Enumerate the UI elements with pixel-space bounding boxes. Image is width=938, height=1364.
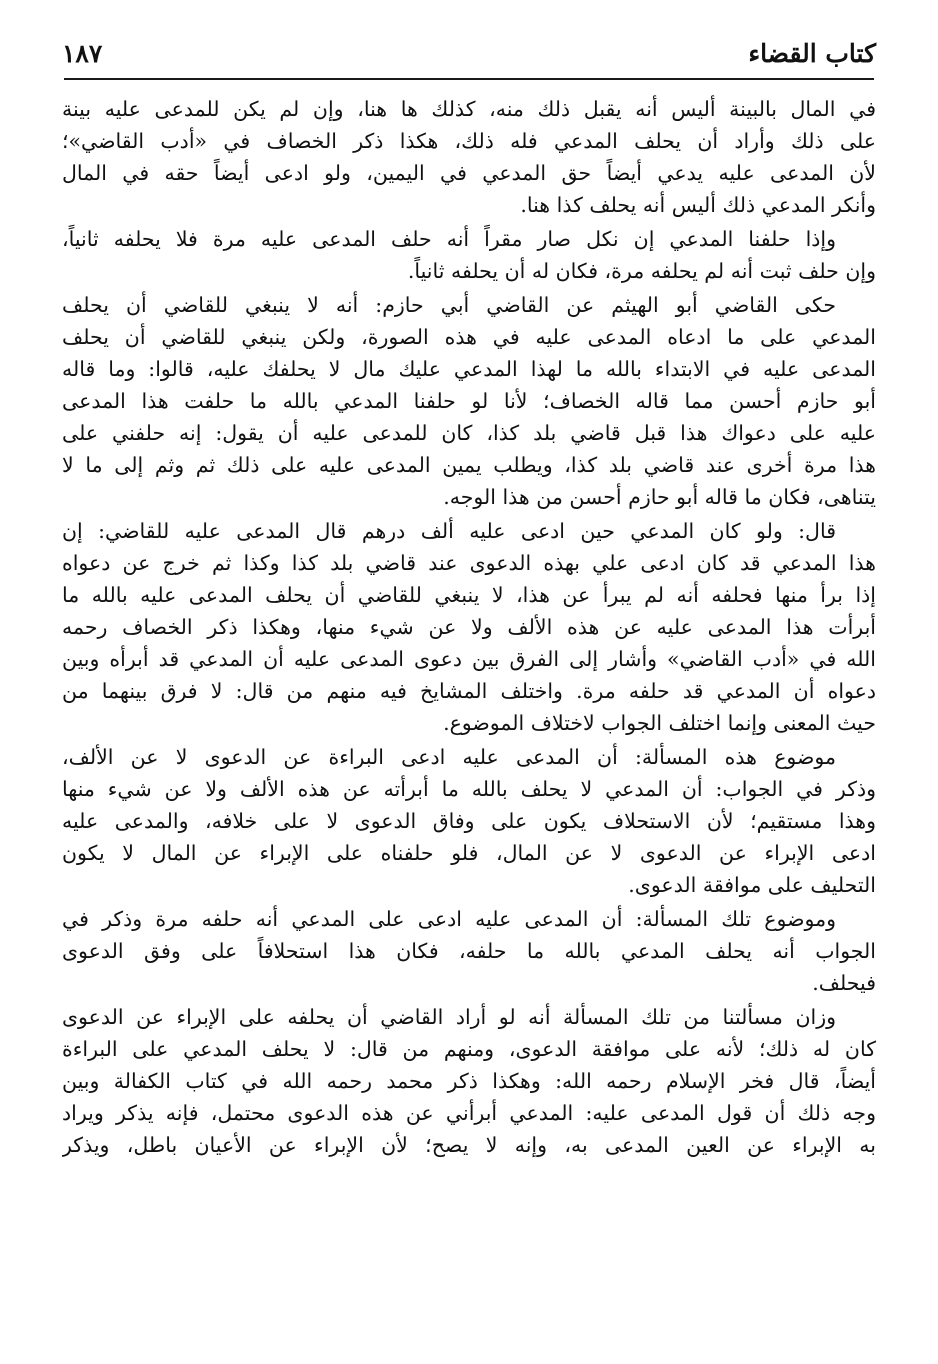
text-line: وإذا حلفنا المدعي إن نكل صار مقراً أنه حلف المدعى عليه مرة فلا يحلفه ثانياً، [62, 227, 836, 251]
text-line: على ذلك وأراد أن يحلف المدعي فله ذلك، هكذا ذكر الخصاف في «أدب القاضي»؛ [62, 129, 876, 153]
text-line: التحليف على موافقة الدعوى. [628, 873, 876, 897]
paragraph-4 [62, 515, 876, 739]
text-line: وجه ذلك أن قول المدعى عليه: المدعي أبرأني عن هذه الدعوى محتمل، فإنه يذكر ويراد [62, 1101, 876, 1125]
paragraph-2 [62, 223, 876, 287]
text-line: وموضوع تلك المسألة: أن المدعى عليه ادعى على المدعي أنه حلفه مرة وذكر في [62, 907, 836, 931]
text-line: قال: ولو كان المدعي حين ادعى عليه ألف درهم قال المدعى عليه للقاضي: إن [62, 519, 836, 543]
page-number: ١٨٧ [62, 39, 103, 68]
text-line: حكى القاضي أبو الهيثم عن القاضي أبي حازم: أنه لا ينبغي للقاضي أن يحلف [62, 293, 836, 317]
text-line: أيضاً، قال فخر الإسلام رحمه الله: وهكذا ذكر محمد رحمه الله في كتاب الكفالة وبين [62, 1069, 876, 1093]
text-line: به الإبراء عن العين المدعى به، وإنه لا يصح؛ لأن الإبراء عن الأعيان باطل، ويذكر [62, 1133, 876, 1157]
text-line: وزان مسألتنا من تلك المسألة أنه لو أراد القاضي أن يحلفه على الإبراء عن الدعوى [62, 1005, 836, 1029]
paragraph-7 [62, 1001, 876, 1161]
text-line: الله في «أدب القاضي» وأشار إلى الفرق بين دعوى المدعى عليه أن المدعي قد أبرأه وبين [62, 647, 876, 671]
text-line: وهذا مستقيم؛ لأن الاستحلاف يكون على وفاق الدعوى لا على خلافه، والمدعى عليه [62, 809, 876, 833]
text-line: هذا مرة أخرى عند قاضي بلد كذا، ويطلب يمين المدعى عليه على ذلك ثم وثم إلى ما لا [62, 453, 876, 477]
text-line: دعواه أن المدعي قد حلفه مرة. واختلف المشايخ فيه منهم من قال: لا فرق بينهما من [62, 679, 876, 703]
text-line: حيث المعنى وإنما اختلف الجواب لاختلاف الموضوع. [443, 711, 876, 735]
text-line: يتناهى، فكان ما قاله أبو حازم أحسن من هذا الوجه. [443, 485, 876, 509]
paragraph-6 [62, 903, 876, 999]
text-line: إذا برأ منها فحلفه أنه لم يبرأ عن هذا، لا ينبغي للقاضي أن يحلف المدعى عليه بالله ما [62, 583, 876, 607]
page-header [62, 32, 876, 72]
text-line: المدعى عليه في الابتداء بالله ما لهذا المدعي عليك مال لا يحلفك عليه، قالوا: وما قاله [62, 357, 876, 381]
text-line: وإن حلف ثبت أنه لم يحلفه مرة، فكان له أن يحلفه ثانياً. [407, 259, 876, 283]
text-line: أبو حازم أحسن مما قاله الخصاف؛ لأنا لو حلفنا المدعي بالله ما حلفت هذا المدعى [62, 389, 876, 413]
text-line: وذكر في الجواب: أن المدعي لا يحلف بالله ما أبرأته عن هذه الألف ولا عن شيء منها [62, 777, 876, 801]
text-line: وأنكر المدعي ذلك أليس أنه يحلف كذا هنا. [520, 193, 876, 217]
paragraph-5 [62, 741, 876, 901]
running-title: كتاب القضاء [748, 39, 876, 68]
text-line: أبرأت هذا المدعى عليه عن هذه الألف ولا عن شيء منها، وهكذا ذكر الخصاف رحمه [62, 615, 876, 639]
text-line: لأن المدعى عليه يدعي أيضاً حق المدعي في اليمين، ولو ادعى أيضاً حقه في المال [62, 161, 876, 185]
text-line: ادعى الإبراء عن الدعوى لا عن المال، فلو حلفناه على الإبراء عن المال لا يكون [62, 841, 876, 865]
paragraph-3 [62, 289, 876, 513]
text-line: موضوع هذه المسألة: أن المدعى عليه ادعى البراءة عن الدعوى لا عن الألف، [62, 745, 836, 769]
text-line: هذا المدعي قد كان ادعى علي بهذه الدعوى عند قاضي بلد كذا وكذا ثم خرج عن دعواه [62, 551, 876, 575]
paragraph-1 [62, 93, 876, 221]
header-divider [64, 78, 874, 80]
text-line: كان له ذلك؛ لأنه على موافقة الدعوى، ومنهم من قال: لا يحلف المدعي على البراءة [62, 1037, 876, 1061]
text-line: عليه على دعواك هذا قبل قاضي بلد كذا، كان للمدعى عليه أن يقول: إنه حلفني على [62, 421, 876, 445]
text-line: في المال بالبينة أليس أنه يقبل ذلك منه، كذلك ها هنا، وإن لم يكن للمدعى عليه بينة [62, 97, 876, 121]
text-line: فيحلف. [812, 971, 876, 995]
text-line: الجواب أنه يحلف المدعي بالله ما حلفه، فكان هذا استحلافاً على وفق الدعوى [62, 939, 876, 963]
text-line: المدعي على ما ادعاه المدعى عليه في هذه الصورة، ولكن ينبغي للقاضي أن يحلف [62, 325, 876, 349]
main-text [62, 93, 876, 1163]
